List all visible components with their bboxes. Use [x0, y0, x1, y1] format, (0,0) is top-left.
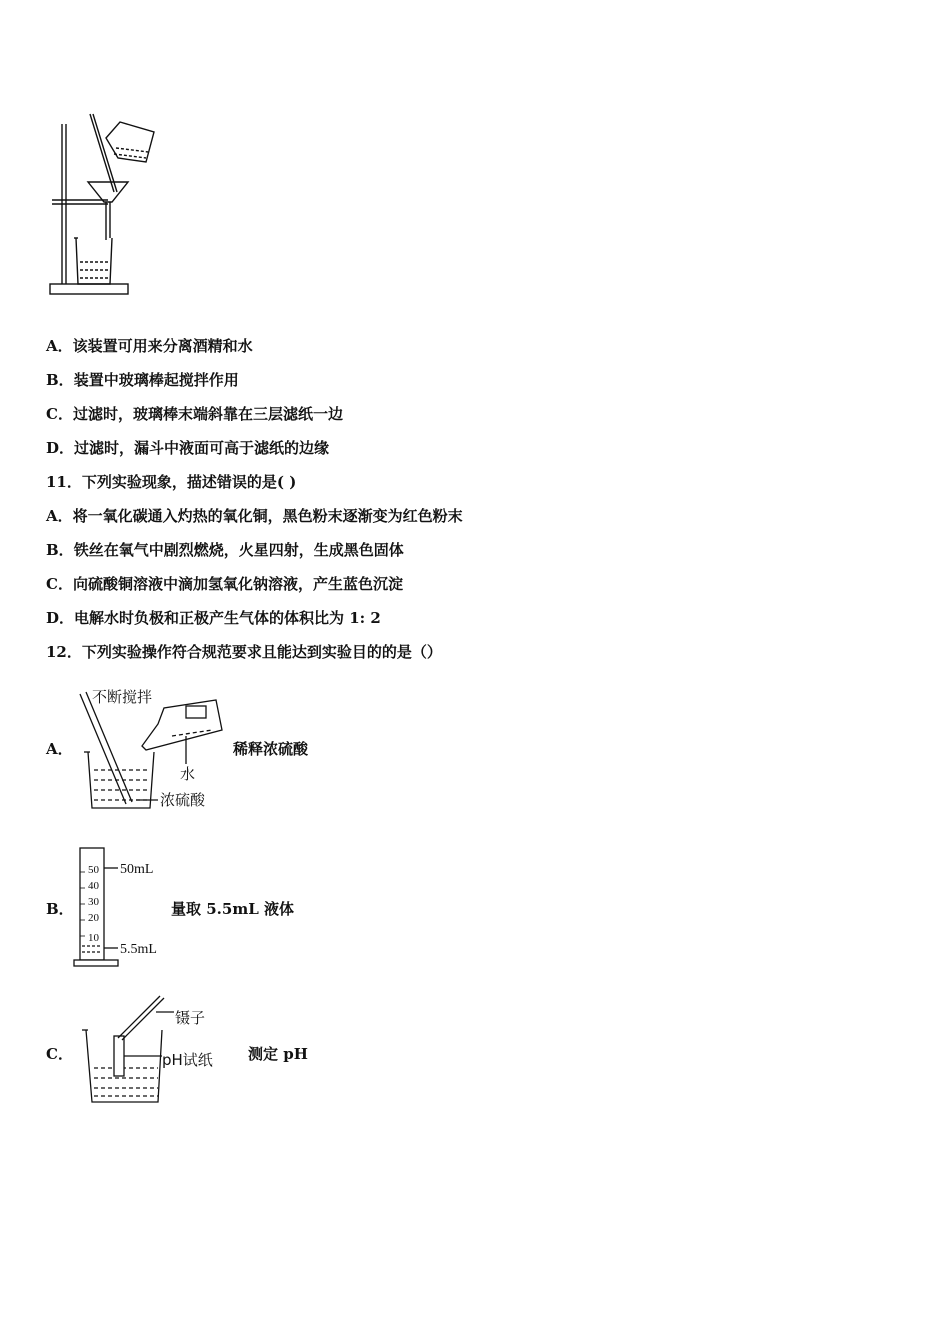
- q11-option-c: [46, 574, 403, 594]
- acid-label: 浓硫酸: [160, 791, 206, 809]
- graduated-cylinder-figure: [70, 842, 180, 970]
- option-text: 将一氧化碳通入灼热的氧化铜，黑色粉末逐渐变为红色粉末: [72, 507, 463, 525]
- option-letter: A．: [46, 337, 73, 355]
- dilute-acid-figure: [76, 684, 236, 816]
- option-text: 过滤时，漏斗中液面可高于滤纸的边缘: [74, 439, 330, 457]
- q11-stem: 11．下列实验现象，描述错误的是( ): [46, 473, 297, 491]
- top-volume-label: 50mL: [120, 862, 154, 877]
- ph-paper-label: pH试纸: [162, 1051, 213, 1069]
- tick-50: 50: [88, 864, 99, 876]
- q12-option-b-caption: 量取 5.5mL 液体: [171, 900, 294, 918]
- q10-option-d: [46, 438, 329, 458]
- option-text: 该装置可用来分离酒精和水: [72, 337, 253, 355]
- q12-stem: 12．下列实验操作符合规范要求且能达到实验目的的是（）: [46, 643, 442, 661]
- tick-30: 30: [88, 896, 99, 908]
- stir-label: 不断搅拌: [92, 688, 153, 706]
- q12-option-a-letter: A．: [46, 740, 73, 758]
- q11-option-d: [46, 608, 381, 628]
- option-text: 过滤时，玻璃棒末端斜靠在三层滤纸一边: [72, 405, 343, 423]
- option-letter: C．: [46, 405, 73, 423]
- q10-option-b: [46, 370, 239, 390]
- bottom-volume-label: 5.5mL: [120, 942, 157, 957]
- option-text: 向硫酸铜溶液中滴加氢氧化钠溶液，产生蓝色沉淀: [72, 575, 403, 593]
- option-letter: D．: [46, 439, 75, 457]
- water-label: 水: [180, 765, 196, 783]
- option-text: 铁丝在氧气中剧烈燃烧，火星四射，生成黑色固体: [73, 541, 404, 559]
- option-text: 电解水时负极和正极产生气体的体积比为 1: 2: [74, 609, 381, 627]
- option-letter: B．: [46, 371, 74, 389]
- q12-option-c-letter: C．: [46, 1045, 73, 1063]
- q12-option-b-letter: B．: [46, 900, 74, 918]
- option-letter: A．: [46, 507, 73, 525]
- tick-20: 20: [88, 912, 99, 924]
- q12-option-c-caption: 测定 pH: [248, 1045, 308, 1063]
- q11-option-a: [46, 506, 463, 526]
- q10-option-c: [46, 404, 343, 424]
- q10-option-a: [46, 336, 253, 356]
- filtration-apparatus-figure: [44, 110, 174, 300]
- option-letter: B．: [46, 541, 74, 559]
- tick-10: 10: [88, 932, 99, 944]
- option-text: 装置中玻璃棒起搅拌作用: [73, 371, 239, 389]
- q11-option-b: [46, 540, 404, 560]
- tick-40: 40: [88, 880, 99, 892]
- option-letter: C．: [46, 575, 73, 593]
- option-letter: D．: [46, 609, 75, 627]
- tweezers-label: 镊子: [175, 1009, 206, 1027]
- ph-measurement-figure: [78, 990, 223, 1106]
- q12-option-a-caption: 稀释浓硫酸: [233, 740, 309, 758]
